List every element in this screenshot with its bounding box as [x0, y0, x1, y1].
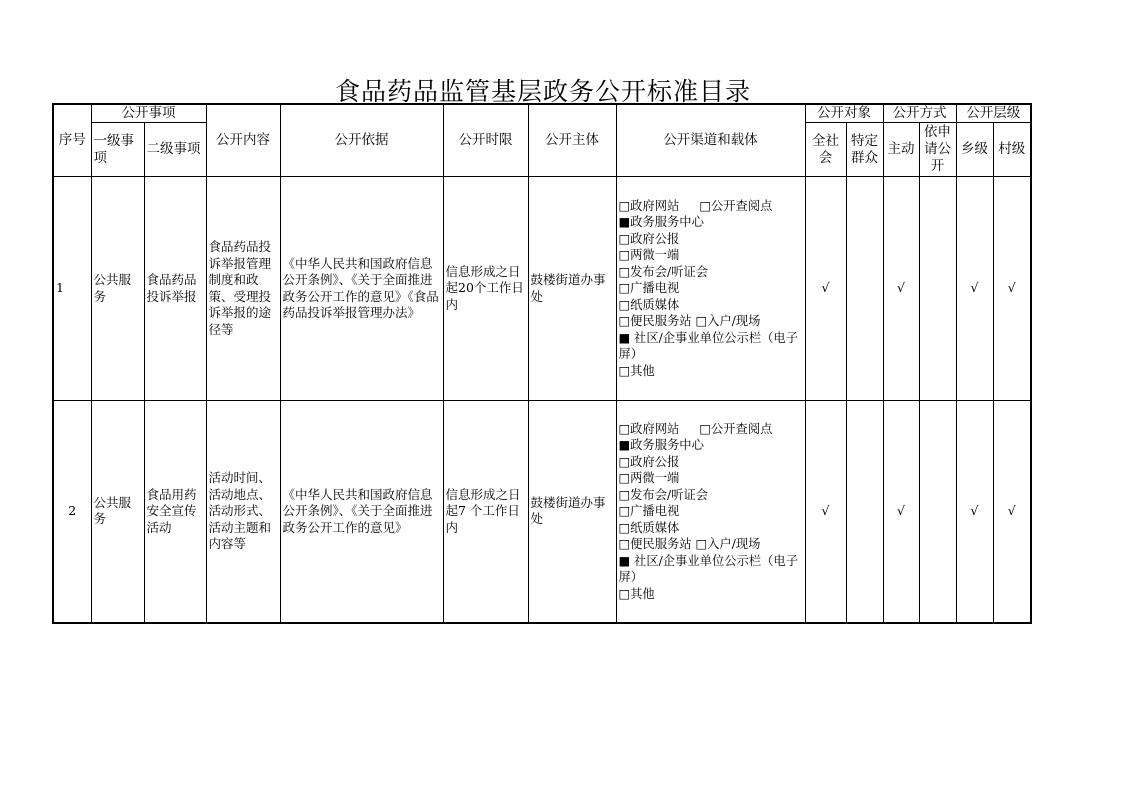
header-level-village: 村级 [993, 123, 1031, 177]
header-method-apply: 依申请公开 [919, 123, 956, 177]
header-level-group: 公开层级 [956, 104, 1031, 123]
channel-gov-website: □政府网站 [618, 421, 680, 436]
channel-press-hearing: □发布会/听证会 [618, 264, 709, 279]
channel-press-hearing: □发布会/听证会 [618, 487, 709, 502]
row-level-town: √ [956, 177, 993, 401]
channel-other: □其他 [618, 586, 655, 601]
channel-print-media: □纸质媒体 [618, 297, 680, 312]
channel-two-micro-one-end: □两微一端 [618, 471, 680, 485]
row-level-town: √ [956, 401, 993, 623]
channel-other: □其他 [618, 363, 655, 378]
header-content: 公开内容 [206, 104, 280, 177]
row-method-apply [919, 177, 956, 401]
page-title: 食品药品监管基层政务公开标准目录 [334, 77, 751, 106]
header-subject: 公开主体 [528, 104, 616, 177]
row-content: 食品药品投诉举报管理制度和政策、受理投诉举报的途径等 [206, 177, 280, 401]
header-object-specific: 特定群众 [846, 123, 883, 177]
header-method-active: 主动 [883, 123, 919, 177]
row-time-limit: 信息形成之日起20个工作日内 [443, 177, 528, 401]
row-seq: 2 [53, 401, 91, 623]
header-method-group: 公开方式 [883, 104, 956, 123]
channel-gov-gazette: □政府公报 [618, 454, 680, 469]
row-level-village: √ [993, 177, 1031, 401]
channel-two-micro-one-end: □两微一端 [618, 248, 680, 263]
row-basis: 《中华人民共和国政府信息公开条例》、《关于全面推进政务公开工作的意见》《食品药品投诉举报管理办法》 [280, 177, 443, 401]
header-channels: 公开渠道和载体 [616, 104, 805, 177]
header-level1: 一级事项 [91, 123, 144, 177]
header-time-limit: 公开时限 [443, 104, 528, 177]
row-level1: 公共服务 [91, 177, 144, 401]
header-level-town: 乡级 [956, 123, 993, 177]
channel-bulletin-board: ■ 社区/企事业单位公示栏（电子屏） [618, 553, 799, 584]
channel-service-center: ■政务服务中心 [618, 438, 704, 452]
channel-broadcast-tv: □广播电视 [618, 504, 680, 518]
row-method-apply [919, 401, 956, 623]
header-seq: 序号 [53, 104, 91, 177]
row-time-limit: 信息形成之日起7 个工作日内 [443, 401, 528, 623]
header-object-all: 全社会 [805, 123, 846, 177]
row-method-active: √ [883, 177, 919, 401]
channel-service-station: □便民服务站 □入户/现场 [618, 537, 761, 551]
row-level1: 公共服务 [91, 401, 144, 623]
channel-service-station: □便民服务站 □入户/现场 [618, 314, 761, 329]
header-matters-group: 公开事项 [91, 104, 206, 123]
row-channels [616, 401, 805, 623]
catalog-table [52, 103, 1032, 624]
row-seq: 1 [53, 177, 91, 401]
channel-bulletin-board: ■ 社区/企事业单位公示栏（电子屏） [618, 330, 799, 362]
header-object-group: 公开对象 [805, 104, 883, 123]
row-level2: 食品药品投诉举报 [144, 177, 206, 401]
row-subject: 鼓楼街道办事处 [528, 177, 616, 401]
row-subject: 鼓楼街道办事处 [528, 401, 616, 623]
channel-reading-point: □公开查阅点 [699, 198, 773, 213]
channel-broadcast-tv: □广播电视 [618, 281, 680, 296]
header-basis: 公开依据 [280, 104, 443, 177]
row-method-active: √ [883, 401, 919, 623]
channel-gov-website: □政府网站 [618, 198, 680, 213]
table-row [53, 401, 1031, 623]
row-basis: 《中华人民共和国政府信息公开条例》、《关于全面推进政务公开工作的意见》 [280, 401, 443, 623]
row-content: 活动时间、活动地点、活动形式、活动主题和内容等 [206, 401, 280, 623]
row-object-all: √ [805, 401, 846, 623]
row-object-all: √ [805, 177, 846, 401]
row-level2: 食品用药安全宣传活动 [144, 401, 206, 623]
row-object-specific [846, 177, 883, 401]
row-object-specific [846, 401, 883, 623]
row-channels [616, 177, 805, 401]
channel-gov-gazette: □政府公报 [618, 231, 680, 246]
channel-print-media: □纸质媒体 [618, 520, 680, 535]
channel-service-center: ■政务服务中心 [618, 215, 704, 230]
header-level2: 二级事项 [144, 123, 206, 177]
table-row [53, 177, 1031, 401]
row-level-village: √ [993, 401, 1031, 623]
channel-reading-point: □公开查阅点 [699, 421, 773, 436]
